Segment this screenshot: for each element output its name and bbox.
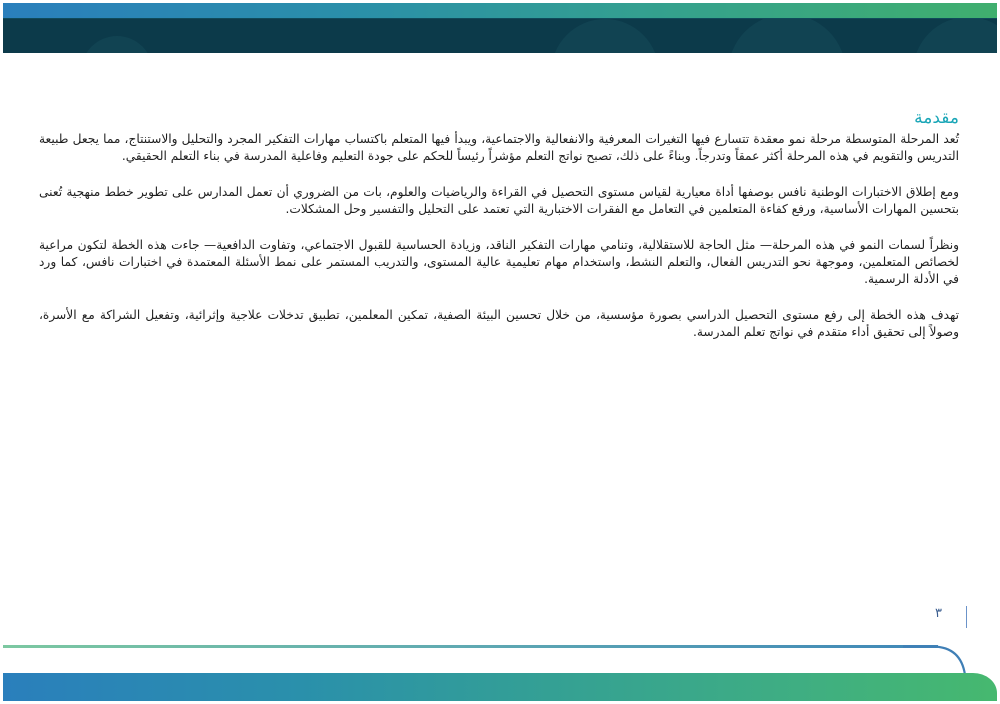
decorative-circle [81, 36, 153, 53]
page-number-divider [966, 606, 968, 628]
document-page [3, 3, 997, 701]
paragraph-4: تهدف هذه الخطة إلى رفع مستوى التحصيل الدراسي بصورة مؤسسية، من خلال تحسين البيئة الصفية، تمكين المعلمين، تطبيق تدخلات علاجية وإثرائية، وتفعيل الشراكة مع الأسرة، وصولاً إلى تحقيق أداء متقدم في نواتج تعلم المدرسة. [39, 307, 959, 340]
footer-divider-line [3, 645, 938, 648]
paragraph-3: ونظراً لسمات النمو في هذه المرحلة— مثل الحاجة للاستقلالية، وتنامي مهارات التفكير الناقد، وزيادة الحساسية للقبول الاجتماعي، وتفاوت الدافعية— جاءت هذه الخطة لتكون مراعية لخصائص المتعلمين، وموجهة نحو التدريس الفعال، والتعلم النشط، واستخدام مهام تعليمية عالية المستوى، والتدريب المستمر على نمط الأسئلة المعتمدة في اختبارات نافس، كما ورد في الأدلة الرسمية. [39, 237, 959, 287]
decorative-circle [913, 18, 997, 53]
decorative-circle [728, 18, 846, 53]
paragraph-1: تُعد المرحلة المتوسطة مرحلة نمو معقدة تتسارع فيها التغيرات المعرفية والانفعالية والاجتماعية، ويبدأ فيها المتعلم باكتساب مهارات التفكير المجرد والتحليل والاستنتاج، مما يجعل طبيعة التدريس والتقويم في هذه المرحلة أكثر عمقاً وتدرجاً. وبناءً على ذلك، تصبح نواتج التعلم مؤشراً رئيساً للحكم على جودة التعليم وفاعلية المدرسة في بناء التعلم الحقيقي. [39, 132, 959, 164]
header-gradient-strip [3, 3, 997, 18]
decorative-circle [551, 19, 659, 53]
document-content [39, 107, 959, 360]
paragraph-2: ومع إطلاق الاختبارات الوطنية نافس بوصفها أداة معيارية لقياس مستوى التحصيل في القراءة والرياضيات والعلوم، بات من الضروري أن تعمل المدارس على تطوير خطط منهجية تُعنى بتحسين المهارات الأساسية، ورفع كفاءة المتعلمين في التعامل مع الفقرات الاختبارية التي تعتمد على التحليل والتفسير وحل المشكلات. [39, 184, 959, 217]
page-number: ٣ [935, 606, 942, 621]
footer-gradient-bar [3, 673, 997, 701]
section-title: مقدمة [914, 108, 959, 128]
header-band [3, 18, 997, 53]
